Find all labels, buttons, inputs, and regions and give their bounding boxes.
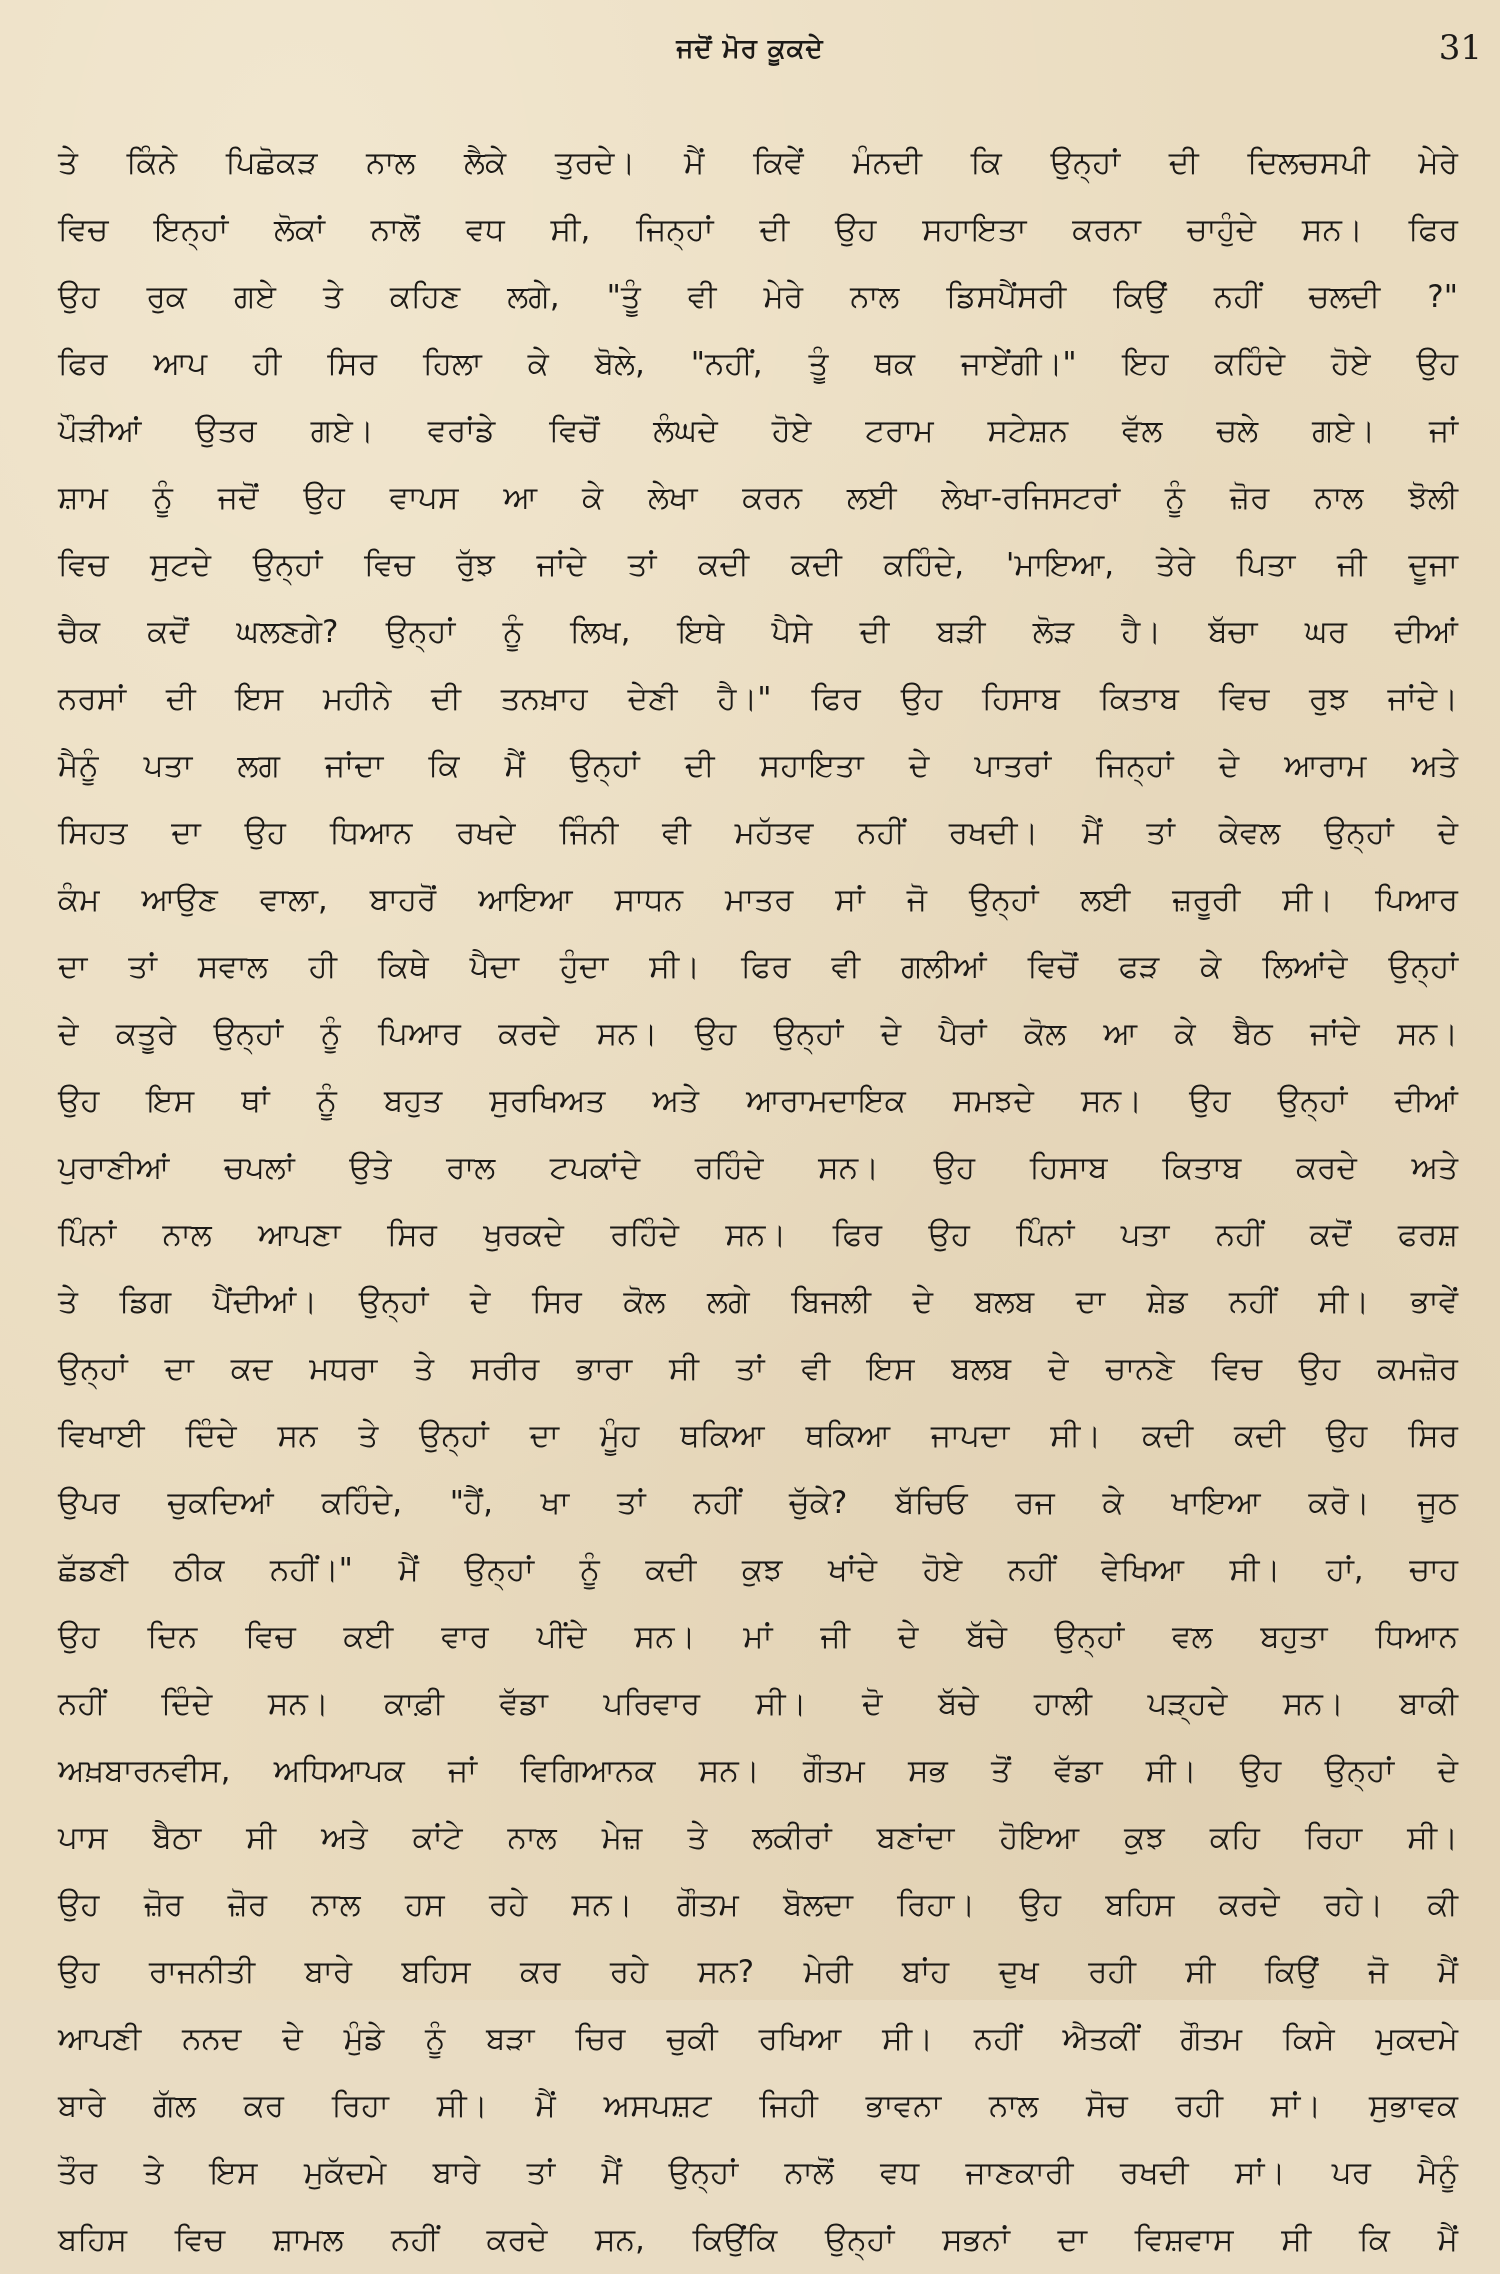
text-line: ਅਖ਼ਬਾਰਨਵੀਸ, ਅਧਿਆਪਕ ਜਾਂ ਵਿਗਿਆਨਕ ਸਨ। ਗੌਤਮ ਸਭ ਤੋਂ ਵੱਡਾ ਸੀ। ਉਹ ਉਨ੍ਹਾਂ ਦੇ: [58, 1753, 1458, 1789]
text-line: ਚੈਕ ਕਦੋਂ ਘਲਣਗੇ? ਉਨ੍ਹਾਂ ਨੂੰ ਲਿਖ, ਇਥੇ ਪੈਸੇ ਦੀ ਬੜੀ ਲੋੜ ਹੈ। ਬੱਚਾ ਘਰ ਦੀਆਂ: [58, 614, 1458, 650]
text-line: ਉਹ ਇਸ ਥਾਂ ਨੂੰ ਬਹੁਤ ਸੁਰਖਿਅਤ ਅਤੇ ਆਰਾਮਦਾਇਕ ਸਮਝਦੇ ਸਨ। ਉਹ ਉਨ੍ਹਾਂ ਦੀਆਂ: [58, 1083, 1458, 1119]
body-text: [58, 130, 1458, 2274]
text-line: ਤੇ ਕਿੰਨੇ ਪਿਛੋਕੜ ਨਾਲ ਲੈਕੇ ਤੁਰਦੇ। ਮੈਂ ਕਿਵੇਂ ਮੰਨਦੀ ਕਿ ਉਨ੍ਹਾਂ ਦੀ ਦਿਲਚਸਪੀ ਮੇਰੇ: [58, 145, 1458, 181]
text-line: ਵਿਚ ਸੁਟਦੇ ਉਨ੍ਹਾਂ ਵਿਚ ਰੁੱਝ ਜਾਂਦੇ ਤਾਂ ਕਦੀ ਕਦੀ ਕਹਿੰਦੇ, 'ਮਾਇਆ, ਤੇਰੇ ਪਿਤਾ ਜੀ ਦੂਜਾ: [58, 547, 1458, 583]
text-line: ਪਿੰਨਾਂ ਨਾਲ ਆਪਣਾ ਸਿਰ ਖੁਰਕਦੇ ਰਹਿੰਦੇ ਸਨ। ਫਿਰ ਉਹ ਪਿੰਨਾਂ ਪਤਾ ਨਹੀਂ ਕਦੋਂ ਫਰਸ਼: [58, 1217, 1458, 1253]
text-line: ਤੌਰ ਤੇ ਇਸ ਮੁਕੱਦਮੇ ਬਾਰੇ ਤਾਂ ਮੈਂ ਉਨ੍ਹਾਂ ਨਾਲੋਂ ਵਧ ਜਾਣਕਾਰੀ ਰਖਦੀ ਸਾਂ। ਪਰ ਮੈਨੂੰ: [58, 2155, 1458, 2191]
text-line: ਉਹ ਰਾਜਨੀਤੀ ਬਾਰੇ ਬਹਿਸ ਕਰ ਰਹੇ ਸਨ? ਮੇਰੀ ਬਾਂਹ ਦੁਖ ਰਹੀ ਸੀ ਕਿਉਂ ਜੋ ਮੈਂ: [58, 1954, 1458, 1990]
text-line: ਮੈਨੂੰ ਪਤਾ ਲਗ ਜਾਂਦਾ ਕਿ ਮੈਂ ਉਨ੍ਹਾਂ ਦੀ ਸਹਾਇਤਾ ਦੇ ਪਾਤਰਾਂ ਜਿਨ੍ਹਾਂ ਦੇ ਆਰਾਮ ਅਤੇ: [58, 748, 1458, 784]
text-line: ਉਹ ਜ਼ੋਰ ਜ਼ੋਰ ਨਾਲ ਹਸ ਰਹੇ ਸਨ। ਗੌਤਮ ਬੋਲਦਾ ਰਿਹਾ। ਉਹ ਬਹਿਸ ਕਰਦੇ ਰਹੇ। ਕੀ: [58, 1887, 1458, 1923]
text-line: ਵਿਚ ਇਨ੍ਹਾਂ ਲੋਕਾਂ ਨਾਲੋਂ ਵਧ ਸੀ, ਜਿਨ੍ਹਾਂ ਦੀ ਉਹ ਸਹਾਇਤਾ ਕਰਨਾ ਚਾਹੁੰਦੇ ਸਨ। ਫਿਰ: [58, 212, 1458, 248]
text-line: ਉਹ ਰੁਕ ਗਏ ਤੇ ਕਹਿਣ ਲਗੇ, "ਤੂੰ ਵੀ ਮੇਰੇ ਨਾਲ ਡਿਸਪੈਂਸਰੀ ਕਿਉਂ ਨਹੀਂ ਚਲਦੀ ?": [58, 279, 1458, 315]
page-header: [0, 28, 1500, 68]
text-line: ਵਿਖਾਈ ਦਿੰਦੇ ਸਨ ਤੇ ਉਨ੍ਹਾਂ ਦਾ ਮੂੰਹ ਥਕਿਆ ਥਕਿਆ ਜਾਪਦਾ ਸੀ। ਕਦੀ ਕਦੀ ਉਹ ਸਿਰ: [58, 1418, 1458, 1454]
text-line: ਸਿਹਤ ਦਾ ਉਹ ਧਿਆਨ ਰਖਦੇ ਜਿੰਨੀ ਵੀ ਮਹੱਤਵ ਨਹੀਂ ਰਖਦੀ। ਮੈਂ ਤਾਂ ਕੇਵਲ ਉਨ੍ਹਾਂ ਦੇ: [58, 815, 1458, 851]
text-line: ਦਾ ਤਾਂ ਸਵਾਲ ਹੀ ਕਿਥੇ ਪੈਦਾ ਹੁੰਦਾ ਸੀ। ਫਿਰ ਵੀ ਗਲੀਆਂ ਵਿਚੋਂ ਫੜ ਕੇ ਲਿਆਂਦੇ ਉਨ੍ਹਾਂ: [58, 949, 1458, 985]
text-line: ਉਪਰ ਚੁਕਦਿਆਂ ਕਹਿੰਦੇ, "ਹੈਂ, ਖਾ ਤਾਂ ਨਹੀਂ ਚੁੱਕੇ? ਬੱਚਿਓ ਰਜ ਕੇ ਖਾਇਆ ਕਰੋ। ਜੂਠ: [58, 1485, 1458, 1521]
text-line: ਫਿਰ ਆਪ ਹੀ ਸਿਰ ਹਿਲਾ ਕੇ ਬੋਲੇ, "ਨਹੀਂ, ਤੂੰ ਥਕ ਜਾਏਂਗੀ।" ਇਹ ਕਹਿੰਦੇ ਹੋਏ ਉਹ: [58, 346, 1458, 382]
text-line: ਦੇ ਕਤੂਰੇ ਉਨ੍ਹਾਂ ਨੂੰ ਪਿਆਰ ਕਰਦੇ ਸਨ। ਉਹ ਉਨ੍ਹਾਂ ਦੇ ਪੈਰਾਂ ਕੋਲ ਆ ਕੇ ਬੈਠ ਜਾਂਦੇ ਸਨ।: [58, 1016, 1458, 1052]
running-title: ਜਦੋਂ ਮੋਰ ਕੂਕਦੇ: [676, 34, 824, 64]
text-line: ਨਹੀਂ ਦਿੰਦੇ ਸਨ। ਕਾਫ਼ੀ ਵੱਡਾ ਪਰਿਵਾਰ ਸੀ। ਦੋ ਬੱਚੇ ਹਾਲੀ ਪੜ੍ਹਦੇ ਸਨ। ਬਾਕੀ: [58, 1686, 1458, 1722]
text-line: ਪਾਸ ਬੈਠਾ ਸੀ ਅਤੇ ਕਾਂਟੇ ਨਾਲ ਮੇਜ਼ ਤੇ ਲਕੀਰਾਂ ਬਣਾਂਦਾ ਹੋਇਆ ਕੁਝ ਕਹਿ ਰਿਹਾ ਸੀ।: [58, 1820, 1458, 1856]
text-line: ਕੰਮ ਆਉਣ ਵਾਲਾ, ਬਾਹਰੋਂ ਆਇਆ ਸਾਧਨ ਮਾਤਰ ਸਾਂ ਜੋ ਉਨ੍ਹਾਂ ਲਈ ਜ਼ਰੂਰੀ ਸੀ। ਪਿਆਰ: [58, 882, 1458, 918]
text-line: ਤੇ ਡਿਗ ਪੈਂਦੀਆਂ। ਉਨ੍ਹਾਂ ਦੇ ਸਿਰ ਕੋਲ ਲਗੇ ਬਿਜਲੀ ਦੇ ਬਲਬ ਦਾ ਸ਼ੇਡ ਨਹੀਂ ਸੀ। ਭਾਵੇਂ: [58, 1284, 1458, 1320]
text-line: ਪੁਰਾਣੀਆਂ ਚਪਲਾਂ ਉਤੇ ਰਾਲ ਟਪਕਾਂਦੇ ਰਹਿੰਦੇ ਸਨ। ਉਹ ਹਿਸਾਬ ਕਿਤਾਬ ਕਰਦੇ ਅਤੇ: [58, 1150, 1458, 1186]
text-line: ਨਰਸਾਂ ਦੀ ਇਸ ਮਹੀਨੇ ਦੀ ਤਨਖ਼ਾਹ ਦੇਣੀ ਹੈ।" ਫਿਰ ਉਹ ਹਿਸਾਬ ਕਿਤਾਬ ਵਿਚ ਰੁਝ ਜਾਂਦੇ।: [58, 681, 1458, 717]
text-line: ਬਾਰੇ ਗੱਲ ਕਰ ਰਿਹਾ ਸੀ। ਮੈਂ ਅਸਪਸ਼ਟ ਜਿਹੀ ਭਾਵਨਾ ਨਾਲ ਸੋਚ ਰਹੀ ਸਾਂ। ਸੁਭਾਵਕ: [58, 2088, 1458, 2124]
text-line: ਉਹ ਦਿਨ ਵਿਚ ਕਈ ਵਾਰ ਪੀਂਦੇ ਸਨ। ਮਾਂ ਜੀ ਦੇ ਬੱਚੇ ਉਨ੍ਹਾਂ ਵਲ ਬਹੁਤਾ ਧਿਆਨ: [58, 1619, 1458, 1655]
text-line: ਛੱਡਣੀ ਠੀਕ ਨਹੀਂ।" ਮੈਂ ਉਨ੍ਹਾਂ ਨੂੰ ਕਦੀ ਕੁਝ ਖਾਂਦੇ ਹੋਏ ਨਹੀਂ ਵੇਖਿਆ ਸੀ। ਹਾਂ, ਚਾਹ: [58, 1552, 1458, 1588]
text-line: ਉਨ੍ਹਾਂ ਦਾ ਕਦ ਮਧਰਾ ਤੇ ਸਰੀਰ ਭਾਰਾ ਸੀ ਤਾਂ ਵੀ ਇਸ ਬਲਬ ਦੇ ਚਾਨਣੇ ਵਿਚ ਉਹ ਕਮਜ਼ੋਰ: [58, 1351, 1458, 1387]
text-line: ਆਪਣੀ ਨਨਦ ਦੇ ਮੁੰਡੇ ਨੂੰ ਬੜਾ ਚਿਰ ਚੁਕੀ ਰਖਿਆ ਸੀ। ਨਹੀਂ ਐਤਕੀਂ ਗੌਤਮ ਕਿਸੇ ਮੁਕਦਮੇ: [58, 2021, 1458, 2057]
text-line: ਬਹਿਸ ਵਿਚ ਸ਼ਾਮਲ ਨਹੀਂ ਕਰਦੇ ਸਨ, ਕਿਉਂਕਿ ਉਨ੍ਹਾਂ ਸਭਨਾਂ ਦਾ ਵਿਸ਼ਵਾਸ ਸੀ ਕਿ ਮੈਂ: [58, 2222, 1458, 2258]
text-line: ਸ਼ਾਮ ਨੂੰ ਜਦੋਂ ਉਹ ਵਾਪਸ ਆ ਕੇ ਲੇਖਾ ਕਰਨ ਲਈ ਲੇਖਾ-ਰਜਿਸਟਰਾਂ ਨੂੰ ਜ਼ੋਰ ਨਾਲ ਝੋਲੀ: [58, 480, 1458, 516]
text-line: ਪੌੜੀਆਂ ਉਤਰ ਗਏ। ਵਰਾਂਡੇ ਵਿਚੋਂ ਲੰਘਦੇ ਹੋਏ ਟਰਾਮ ਸਟੇਸ਼ਨ ਵੱਲ ਚਲੇ ਗਏ। ਜਾਂ: [58, 413, 1458, 449]
page-number: 31: [1438, 28, 1482, 68]
